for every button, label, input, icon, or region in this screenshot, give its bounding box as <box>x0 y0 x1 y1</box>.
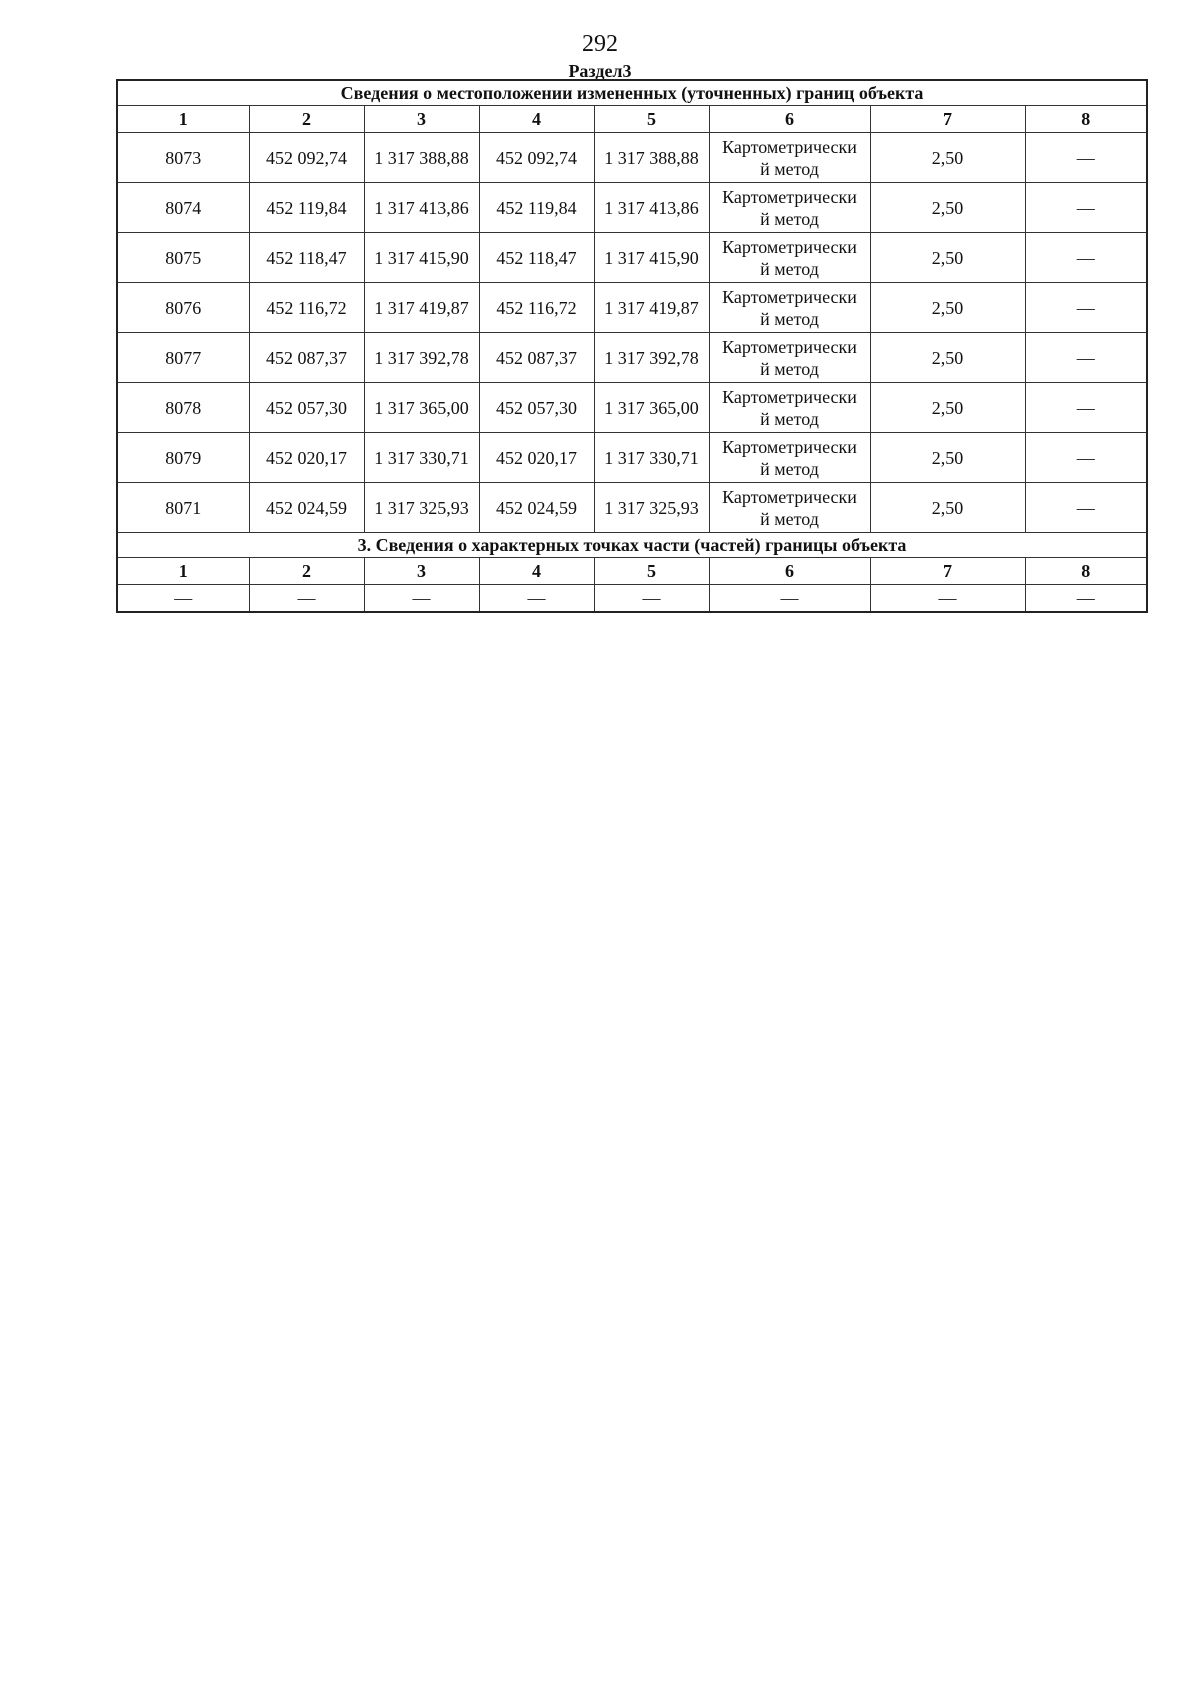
table-cell-c5: 1 317 392,78 <box>594 333 709 383</box>
table-cell-c3: 1 317 415,90 <box>364 233 479 283</box>
table-cell-c7: 2,50 <box>870 233 1025 283</box>
table-cell-c3: 1 317 325,93 <box>364 483 479 533</box>
method-cell <box>709 233 870 283</box>
table2-header-cell: 8 <box>1025 558 1147 585</box>
table-cell-c7: 2,50 <box>870 383 1025 433</box>
table-cell-c4: 452 119,84 <box>479 183 594 233</box>
table-cell-c7: 2,50 <box>870 483 1025 533</box>
table2-cell: — <box>709 585 870 613</box>
table2-header-cell: 2 <box>249 558 364 585</box>
table-cell-c5: 1 317 415,90 <box>594 233 709 283</box>
table-cell-c1: 8077 <box>117 333 249 383</box>
table-cell-c7: 2,50 <box>870 333 1025 383</box>
table-row <box>117 133 1147 183</box>
page-number: 292 <box>582 31 618 57</box>
table-cell-c3: 1 317 419,87 <box>364 283 479 333</box>
method-line-1: Картометрически <box>722 486 857 507</box>
table-cell-c5: 1 317 365,00 <box>594 383 709 433</box>
method-line-1: Картометрически <box>722 336 857 357</box>
table2-header-cell: 3 <box>364 558 479 585</box>
table-cell-c7: 2,50 <box>870 433 1025 483</box>
table-cell-c5: 1 317 330,71 <box>594 433 709 483</box>
table1-header-cell: 3 <box>364 106 479 133</box>
table2-header-cell: 7 <box>870 558 1025 585</box>
table-cell-c8: — <box>1025 333 1147 383</box>
table2-header-row <box>117 558 1147 585</box>
table-cell-c7: 2,50 <box>870 133 1025 183</box>
method-line-2: й метод <box>760 358 819 379</box>
table1-header-cell: 8 <box>1025 106 1147 133</box>
method-line-1: Картометрически <box>722 286 857 307</box>
table-cell-c3: 1 317 388,88 <box>364 133 479 183</box>
table2-cell: — <box>364 585 479 613</box>
table-cell-c3: 1 317 392,78 <box>364 333 479 383</box>
table2-header-cell: 1 <box>117 558 249 585</box>
table1-header-cell: 7 <box>870 106 1025 133</box>
table-cell-c5: 1 317 419,87 <box>594 283 709 333</box>
table1-caption-row <box>117 80 1147 106</box>
table1-header-cell: 4 <box>479 106 594 133</box>
table-cell-c1: 8079 <box>117 433 249 483</box>
table-row <box>117 433 1147 483</box>
method-cell <box>709 383 870 433</box>
method-cell <box>709 433 870 483</box>
table2-header-cell: 6 <box>709 558 870 585</box>
table2-caption-row <box>117 533 1147 558</box>
table2-empty-row <box>117 585 1147 613</box>
table-row <box>117 383 1147 433</box>
method-cell <box>709 483 870 533</box>
table-row <box>117 333 1147 383</box>
table-cell-c8: — <box>1025 283 1147 333</box>
table-row <box>117 483 1147 533</box>
table-cell-c3: 1 317 413,86 <box>364 183 479 233</box>
table-cell-c4: 452 024,59 <box>479 483 594 533</box>
table-cell-c5: 1 317 413,86 <box>594 183 709 233</box>
table-cell-c5: 1 317 325,93 <box>594 483 709 533</box>
method-line-2: й метод <box>760 158 819 179</box>
table-cell-c8: — <box>1025 183 1147 233</box>
table-cell-c8: — <box>1025 483 1147 533</box>
table2-cell: — <box>479 585 594 613</box>
table-cell-c3: 1 317 330,71 <box>364 433 479 483</box>
table2-header-cell: 4 <box>479 558 594 585</box>
table-cell-c2: 452 020,17 <box>249 433 364 483</box>
table-cell-c1: 8078 <box>117 383 249 433</box>
table-cell-c2: 452 119,84 <box>249 183 364 233</box>
boundary-table <box>116 79 1148 613</box>
table-cell-c1: 8073 <box>117 133 249 183</box>
table-cell-c8: — <box>1025 233 1147 283</box>
table2-cell: — <box>117 585 249 613</box>
table-cell-c2: 452 087,37 <box>249 333 364 383</box>
table2-header-cell: 5 <box>594 558 709 585</box>
table2-cell: — <box>249 585 364 613</box>
method-line-2: й метод <box>760 308 819 329</box>
table1-header-cell: 6 <box>709 106 870 133</box>
table-cell-c4: 452 057,30 <box>479 383 594 433</box>
table-cell-c2: 452 118,47 <box>249 233 364 283</box>
method-cell <box>709 283 870 333</box>
method-line-1: Картометрически <box>722 386 857 407</box>
table2-caption: 3. Сведения о характерных точках части (частей) границы объекта <box>117 533 1147 558</box>
method-cell <box>709 133 870 183</box>
table-cell-c3: 1 317 365,00 <box>364 383 479 433</box>
table-cell-c2: 452 092,74 <box>249 133 364 183</box>
method-line-1: Картометрически <box>722 186 857 207</box>
table1-header-cell: 1 <box>117 106 249 133</box>
table1-header-cell: 5 <box>594 106 709 133</box>
table-cell-c8: — <box>1025 133 1147 183</box>
table-cell-c4: 452 116,72 <box>479 283 594 333</box>
method-cell <box>709 183 870 233</box>
method-line-1: Картометрически <box>722 236 857 257</box>
method-line-2: й метод <box>760 458 819 479</box>
table1-header-row <box>117 106 1147 133</box>
table1-header-cell: 2 <box>249 106 364 133</box>
table-cell-c4: 452 087,37 <box>479 333 594 383</box>
method-line-1: Картометрически <box>722 136 857 157</box>
table1-caption: Сведения о местоположении измененных (уточненных) границ объекта <box>117 80 1147 106</box>
table-cell-c4: 452 118,47 <box>479 233 594 283</box>
table-cell-c1: 8076 <box>117 283 249 333</box>
table-cell-c1: 8074 <box>117 183 249 233</box>
table-cell-c1: 8071 <box>117 483 249 533</box>
section-title: Раздел3 <box>568 61 632 81</box>
table-cell-c8: — <box>1025 433 1147 483</box>
method-line-2: й метод <box>760 258 819 279</box>
method-line-2: й метод <box>760 408 819 429</box>
method-cell <box>709 333 870 383</box>
table-cell-c4: 452 020,17 <box>479 433 594 483</box>
method-line-2: й метод <box>760 508 819 529</box>
method-line-1: Картометрически <box>722 436 857 457</box>
table-cell-c8: — <box>1025 383 1147 433</box>
table2-cell: — <box>594 585 709 613</box>
table-cell-c7: 2,50 <box>870 283 1025 333</box>
method-line-2: й метод <box>760 208 819 229</box>
table-row <box>117 233 1147 283</box>
table-row <box>117 183 1147 233</box>
table-cell-c7: 2,50 <box>870 183 1025 233</box>
table-cell-c2: 452 057,30 <box>249 383 364 433</box>
table-row <box>117 283 1147 333</box>
table-cell-c5: 1 317 388,88 <box>594 133 709 183</box>
table-cell-c2: 452 024,59 <box>249 483 364 533</box>
table-cell-c2: 452 116,72 <box>249 283 364 333</box>
table2-cell: — <box>1025 585 1147 613</box>
table2-cell: — <box>870 585 1025 613</box>
table-cell-c4: 452 092,74 <box>479 133 594 183</box>
table-cell-c1: 8075 <box>117 233 249 283</box>
